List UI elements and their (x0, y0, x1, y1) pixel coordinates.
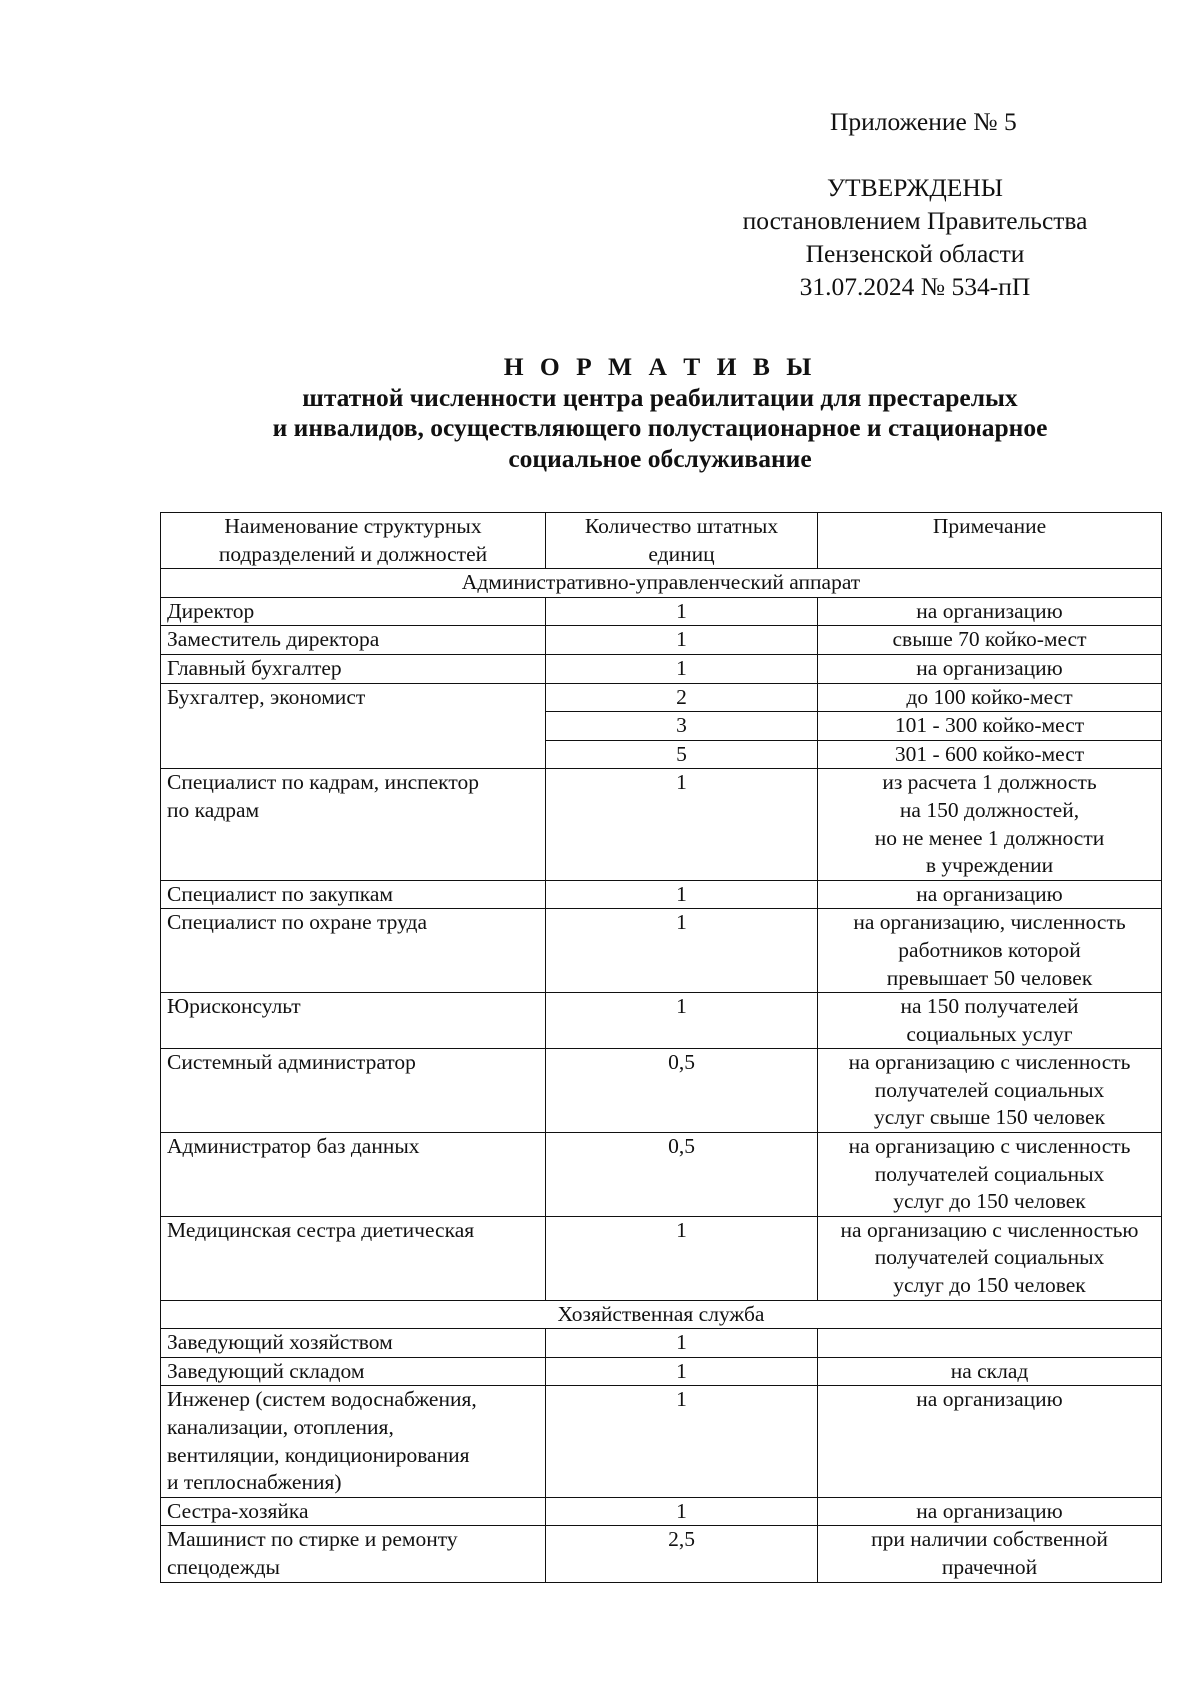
note-cell (818, 597, 1162, 626)
header-name-line: Наименование структурных (224, 514, 482, 538)
position-name (161, 1133, 546, 1217)
staff-units: 1 (546, 1216, 818, 1300)
header-quantity (546, 513, 818, 569)
position-name (161, 1216, 546, 1300)
note-line: получателей социальных (874, 1245, 1105, 1270)
staff-units: 1 (546, 597, 818, 626)
note-line: на организацию, численность (853, 910, 1126, 935)
note-cell (818, 626, 1162, 655)
note-line: услуг свыше 150 человек (873, 1105, 1106, 1130)
table-row (161, 1329, 1162, 1358)
note-line: прачечной (941, 1554, 1038, 1579)
note-cell (818, 880, 1162, 909)
position-name-line: Директор (167, 598, 255, 623)
note-line: на организацию с численностью (840, 1217, 1139, 1242)
approval-authority: постановлением Правительства (742, 206, 1088, 235)
position-name (161, 1329, 546, 1358)
staff-units: 0,5 (546, 1049, 818, 1133)
title-heading: Н О Р М А Т И В Ы (503, 352, 817, 381)
position-name-line: Юрисконсульт (167, 994, 301, 1019)
appendix-number: Приложение № 5 (830, 107, 1017, 136)
table-row (161, 1357, 1162, 1386)
position-name-line: вентиляции, кондиционирования (167, 1442, 470, 1467)
approval-stamp: УТВЕРЖДЕНЫ (827, 173, 1003, 202)
note-line: на 150 получателей (900, 994, 1079, 1019)
staff-units: 1 (546, 1497, 818, 1526)
header-name (161, 513, 546, 569)
staff-units: 2 (546, 683, 818, 712)
table-row (161, 1133, 1162, 1217)
staff-units: 1 (546, 993, 818, 1049)
header-quantity-line: Количество штатных (584, 514, 779, 538)
position-name (161, 683, 546, 769)
table-row (161, 1216, 1162, 1300)
note-line: свыше 70 койко-мест (892, 627, 1087, 652)
staff-units: 2,5 (546, 1526, 818, 1582)
staff-units: 0,5 (546, 1133, 818, 1217)
position-name-line: Специалист по охране труда (167, 910, 427, 935)
approval-date-number: 31.07.2024 № 534-пП (799, 272, 1031, 301)
section-row (161, 569, 1162, 598)
position-name (161, 654, 546, 683)
approval-region: Пензенской области (805, 239, 1025, 268)
approval-spacer (690, 138, 1140, 171)
note-cell (818, 1497, 1162, 1526)
staff-units: 3 (546, 712, 818, 741)
staff-units: 1 (546, 1357, 818, 1386)
position-name-line: Инженер (систем водоснабжения, (167, 1387, 477, 1412)
note-line: на организацию (916, 598, 1063, 623)
position-name-line: по кадрам (167, 797, 260, 822)
note-line: на 150 должностей, (899, 797, 1080, 822)
table-row (161, 597, 1162, 626)
position-name-line: Заведующий складом (167, 1358, 365, 1383)
table-row (161, 993, 1162, 1049)
note-line: превышает 50 человек (886, 965, 1093, 990)
note-cell (818, 1216, 1162, 1300)
note-line: на организацию (916, 1498, 1063, 1523)
note-cell (818, 1329, 1162, 1358)
position-name (161, 1357, 546, 1386)
staff-units: 5 (546, 740, 818, 769)
position-name-line: Заведующий хозяйством (167, 1330, 393, 1355)
note-line: услуг до 150 человек (893, 1189, 1086, 1214)
table-row (161, 654, 1162, 683)
note-cell (818, 1133, 1162, 1217)
position-name-line: канализации, отопления, (167, 1415, 394, 1439)
section-row (161, 1300, 1162, 1329)
note-cell (818, 654, 1162, 683)
section-title: Хозяйственная служба (161, 1300, 1162, 1329)
note-line: на склад (950, 1358, 1029, 1383)
note-line: но не менее 1 должности (874, 825, 1105, 850)
table-row (161, 880, 1162, 909)
note-line: на организацию с численность (848, 1050, 1131, 1075)
document-title (160, 352, 1160, 474)
position-name (161, 1526, 546, 1582)
table-row (161, 1049, 1162, 1133)
position-name (161, 597, 546, 626)
section-title: Административно-управленческий аппарат (161, 569, 1162, 598)
table-row (161, 909, 1162, 993)
table-row (161, 1526, 1162, 1582)
title-line-2: и инвалидов, осуществляющего полустационарное и стационарное (272, 413, 1048, 442)
note-line: на организацию (916, 881, 1063, 906)
table-row (161, 626, 1162, 655)
position-name-line: Бухгалтер, экономист (167, 684, 366, 709)
header-quantity-line: единиц (648, 541, 715, 566)
staff-units: 1 (546, 654, 818, 683)
note-line: работников которой (898, 937, 1081, 962)
note-line: на организацию (916, 1387, 1063, 1412)
note-cell (818, 1386, 1162, 1497)
staff-units: 1 (546, 880, 818, 909)
approval-block (690, 105, 1140, 303)
position-name-line: Главный бухгалтер (167, 655, 342, 680)
position-name-line: Администратор баз данных (167, 1134, 420, 1159)
position-name (161, 1497, 546, 1526)
note-cell (818, 769, 1162, 880)
staff-units: 1 (546, 626, 818, 655)
position-name-line: и теплоснабжения) (167, 1470, 342, 1495)
note-line: получателей социальных (874, 1161, 1105, 1186)
position-name (161, 769, 546, 880)
header-note (818, 513, 1162, 569)
position-name-line: Системный администратор (167, 1050, 416, 1075)
note-line: в учреждении (925, 853, 1054, 878)
position-name-line: Сестра-хозяйка (167, 1498, 309, 1523)
position-name-line: спецодежды (167, 1554, 280, 1579)
note-line: социальных услуг (906, 1021, 1073, 1046)
note-cell (818, 683, 1162, 712)
note-cell (818, 1357, 1162, 1386)
note-cell (818, 712, 1162, 741)
table-header-row (161, 513, 1162, 569)
title-line-1: штатной численности центра реабилитации для престарелых (302, 382, 1018, 412)
note-cell (818, 1049, 1162, 1133)
table-row (161, 769, 1162, 880)
note-line: получателей социальных (874, 1077, 1105, 1102)
note-cell (818, 740, 1162, 769)
note-line: на организацию с численность (848, 1134, 1131, 1159)
note-line: на организацию (916, 655, 1063, 680)
staff-units: 1 (546, 769, 818, 880)
note-line: услуг до 150 человек (893, 1273, 1086, 1298)
title-line-3: социальное обслуживание (508, 443, 812, 473)
position-name (161, 1386, 546, 1497)
position-name (161, 1049, 546, 1133)
note-line: 101 - 300 койко-мест (894, 713, 1085, 738)
staff-units: 1 (546, 909, 818, 993)
position-name-line: Специалист по закупкам (167, 881, 394, 906)
note-line: 301 - 600 койко-мест (894, 741, 1085, 766)
note-line: до 100 койко-мест (906, 684, 1073, 709)
table-row (161, 1386, 1162, 1497)
position-name-line: Специалист по кадрам, инспектор (167, 770, 479, 795)
position-name-line: Медицинская сестра диетическая (167, 1217, 475, 1242)
note-line: при наличии собственной (871, 1527, 1108, 1552)
staff-units: 1 (546, 1329, 818, 1358)
position-name-line: Машинист по стирке и ремонту (167, 1527, 458, 1552)
staffing-norms-table (160, 512, 1162, 1583)
header-name-line: подразделений и должностей (218, 541, 488, 566)
position-name (161, 880, 546, 909)
header-note-line: Примечание (932, 514, 1047, 538)
table-body (161, 569, 1162, 1582)
position-name (161, 909, 546, 993)
position-name (161, 626, 546, 655)
position-name (161, 993, 546, 1049)
note-cell (818, 1526, 1162, 1582)
table-row (161, 683, 1162, 712)
note-cell (818, 993, 1162, 1049)
note-cell (818, 909, 1162, 993)
note-line: из расчета 1 должность (882, 770, 1097, 795)
table-row (161, 1497, 1162, 1526)
staff-units: 1 (546, 1386, 818, 1497)
position-name-line: Заместитель директора (167, 627, 380, 652)
